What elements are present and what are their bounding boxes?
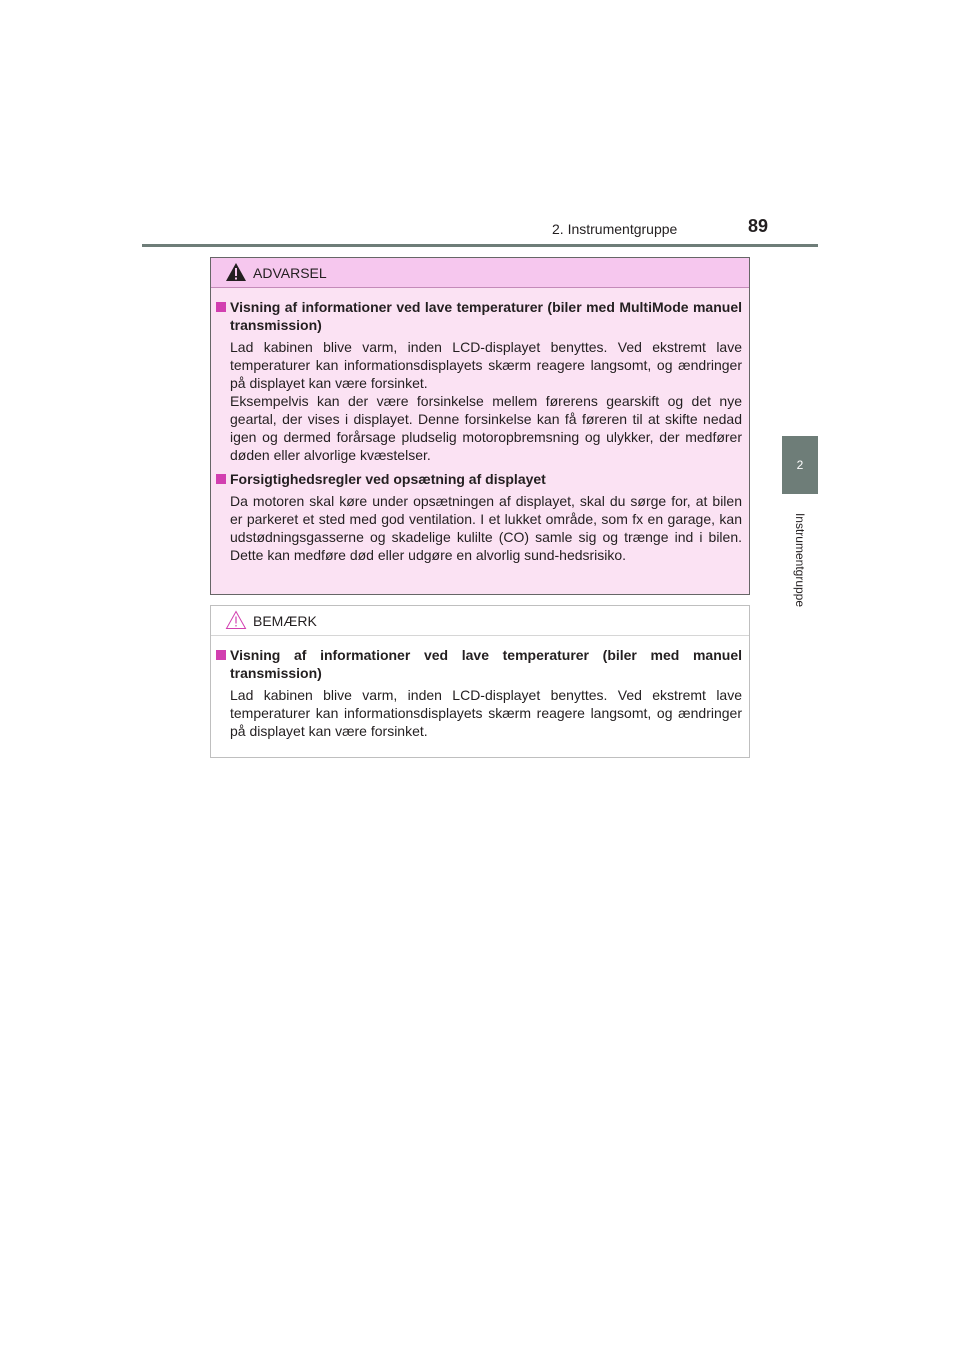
notice-body [211, 636, 749, 740]
warning-item-text [216, 338, 742, 464]
warning-item-text [216, 492, 742, 564]
warning-item [216, 298, 742, 464]
square-bullet-icon [216, 474, 226, 484]
paragraph: Lad kabinen blive varm, inden LCD-displayet benyttes. Ved ekstremt lave temperaturer kan informationsdisplayets skærm reagere langsomt, og ændringer på displayet kan være forsinket. [230, 687, 742, 739]
notice-label: BEMÆRK [253, 613, 317, 629]
notice-item-title [216, 646, 742, 682]
warning-item-title [216, 298, 742, 334]
notice-item-title-text: Visning af informationer ved lave temperaturer (biler med manuel transmission) [230, 647, 742, 681]
square-bullet-icon [216, 650, 226, 660]
warning-item-title-text: Forsigtighedsregler ved opsætning af displayet [230, 471, 546, 487]
side-tab-label: Instrumentgruppe [793, 512, 807, 608]
notice-item-text [216, 686, 742, 740]
caution-triangle-outline-icon [225, 610, 247, 630]
warning-box-header [211, 258, 749, 288]
warning-label: ADVARSEL [253, 265, 327, 281]
warning-item [216, 470, 742, 564]
square-bullet-icon [216, 302, 226, 312]
paragraph: Eksempelvis kan der være forsinkelse mellem førerens gearskift og det nye geartal, der vises i displayet. Denne forsinkelse kan få føreren til at skifte nedad igen og dermed forårsage pludselig motoropbremsning og ulykker, der medfører døden eller alvorlige kvæstelser. [230, 393, 742, 463]
warning-triangle-filled-icon [225, 262, 247, 282]
notice-item [216, 646, 742, 740]
page-number: 89 [748, 216, 769, 236]
notice-box [210, 605, 750, 758]
header-rule [142, 244, 818, 247]
notice-box-header [211, 606, 749, 636]
header-section-title: 2. Instrumentgruppe [552, 221, 678, 237]
paragraph: Da motoren skal køre under opsætningen af displayet, skal du sørge for, at bilen er parkeret et sted med god ventilation. I et lukket område, som fx en garage, kan udstødningsgasserne og skadelige kulilte (CO) samle sig og trænge ind i bilen. Dette kan medføre død eller udgøre en alvorlig sund-hedsrisiko. [230, 493, 742, 563]
warning-item-title [216, 470, 742, 488]
warning-body [211, 288, 749, 564]
side-tab-number: 2 [782, 436, 818, 494]
warning-box [210, 257, 750, 595]
warning-item-title-text: Visning af informationer ved lave temperaturer (biler med MultiMode manuel transmission) [230, 299, 742, 333]
paragraph: Lad kabinen blive varm, inden LCD-displayet benyttes. Ved ekstremt lave temperaturer kan informationsdisplayets skærm reagere langsomt, og ændringer på displayet kan være forsinket. [230, 339, 742, 391]
